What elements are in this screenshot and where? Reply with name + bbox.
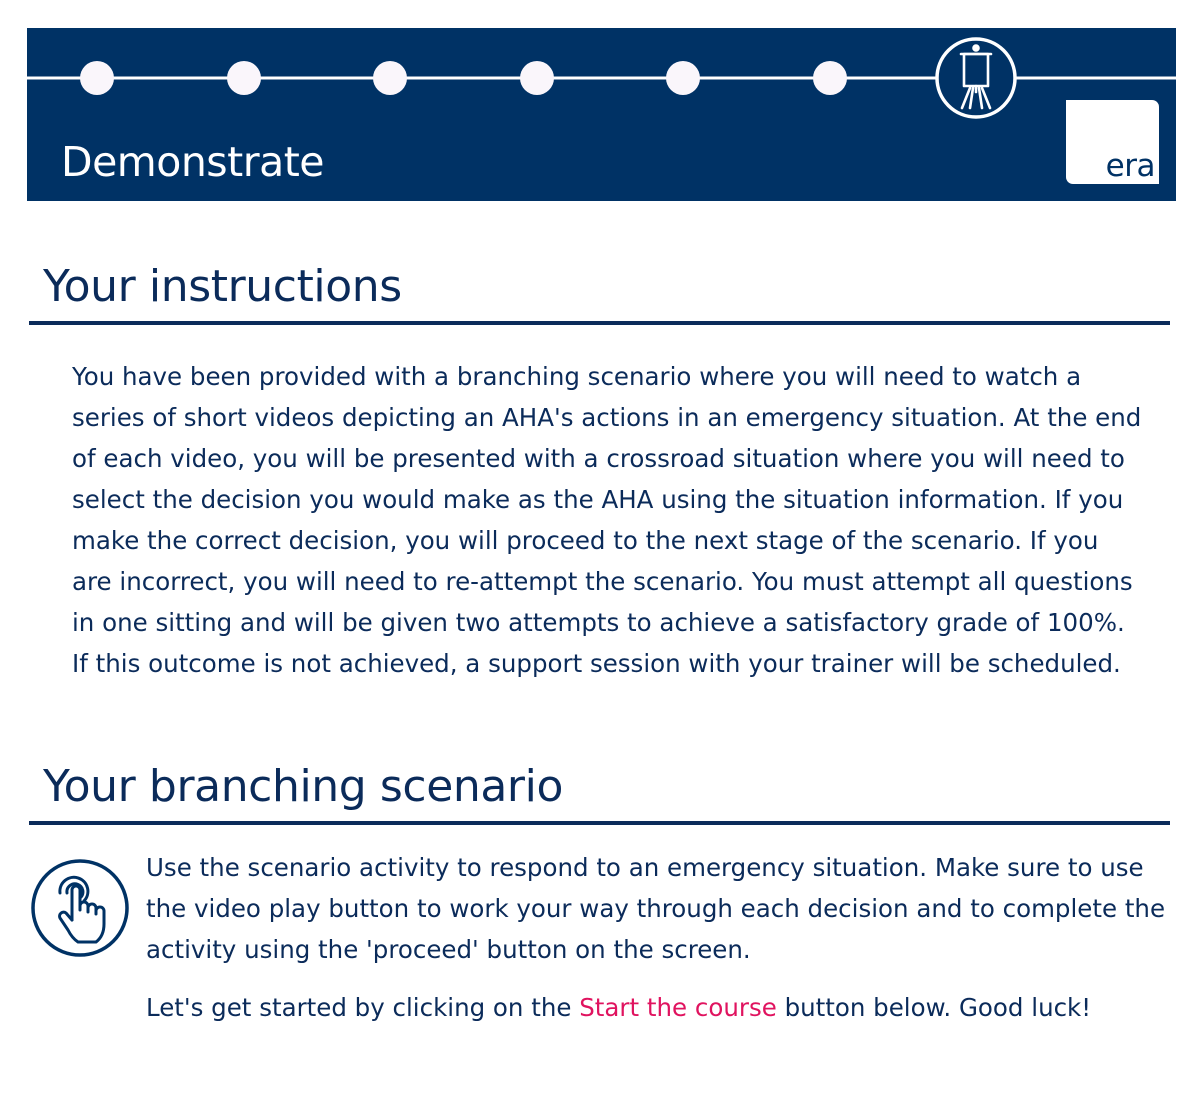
logo-text: era bbox=[1105, 148, 1155, 184]
progress-step-2[interactable] bbox=[227, 61, 261, 95]
progress-step-4[interactable] bbox=[520, 61, 554, 95]
start-prefix: Let's get started by clicking on the bbox=[146, 993, 580, 1022]
progress-tracker bbox=[27, 28, 1176, 128]
progress-step-3[interactable] bbox=[373, 61, 407, 95]
start-instruction bbox=[146, 987, 1186, 1028]
touch-hand-icon bbox=[30, 858, 130, 958]
era-logo bbox=[1066, 100, 1159, 184]
start-suffix: button below. Good luck! bbox=[776, 993, 1092, 1022]
progress-step-current[interactable] bbox=[937, 39, 1015, 117]
instructions-body: You have been provided with a branching scenario where you will need to watch a series of short videos depicting an AHA's actions in an emergency situation. At the end of each video, you will be presented with a crossroad situation where you will need to select the decision you would make as the AHA using the situation information. If you make the correct decision, you will proceed to the next stage of the scenario. If you are incorrect, you will need to re-attempt the scenario. You must attempt all questions in one sitting and will be given two attempts to achieve a satisfactory grade of 100%. If this outcome is not achieved, a support session with your trainer will be scheduled. bbox=[72, 362, 1142, 678]
progress-step-6[interactable] bbox=[813, 61, 847, 95]
instructions-heading: Your instructions bbox=[43, 261, 402, 312]
scenario-divider bbox=[29, 821, 1170, 825]
start-course-link[interactable]: Start the course bbox=[579, 993, 777, 1022]
progress-step-1[interactable] bbox=[80, 61, 114, 95]
scenario-heading: Your branching scenario bbox=[43, 761, 563, 812]
instructions-divider bbox=[29, 321, 1170, 325]
scenario-body: Use the scenario activity to respond to an emergency situation. Make sure to use the video play button to work your way through each decision and to complete the activity using the 'proceed' button on the screen. bbox=[146, 853, 1166, 964]
progress-step-5[interactable] bbox=[666, 61, 700, 95]
page-title: Demonstrate bbox=[61, 138, 325, 186]
header-banner bbox=[27, 28, 1176, 201]
